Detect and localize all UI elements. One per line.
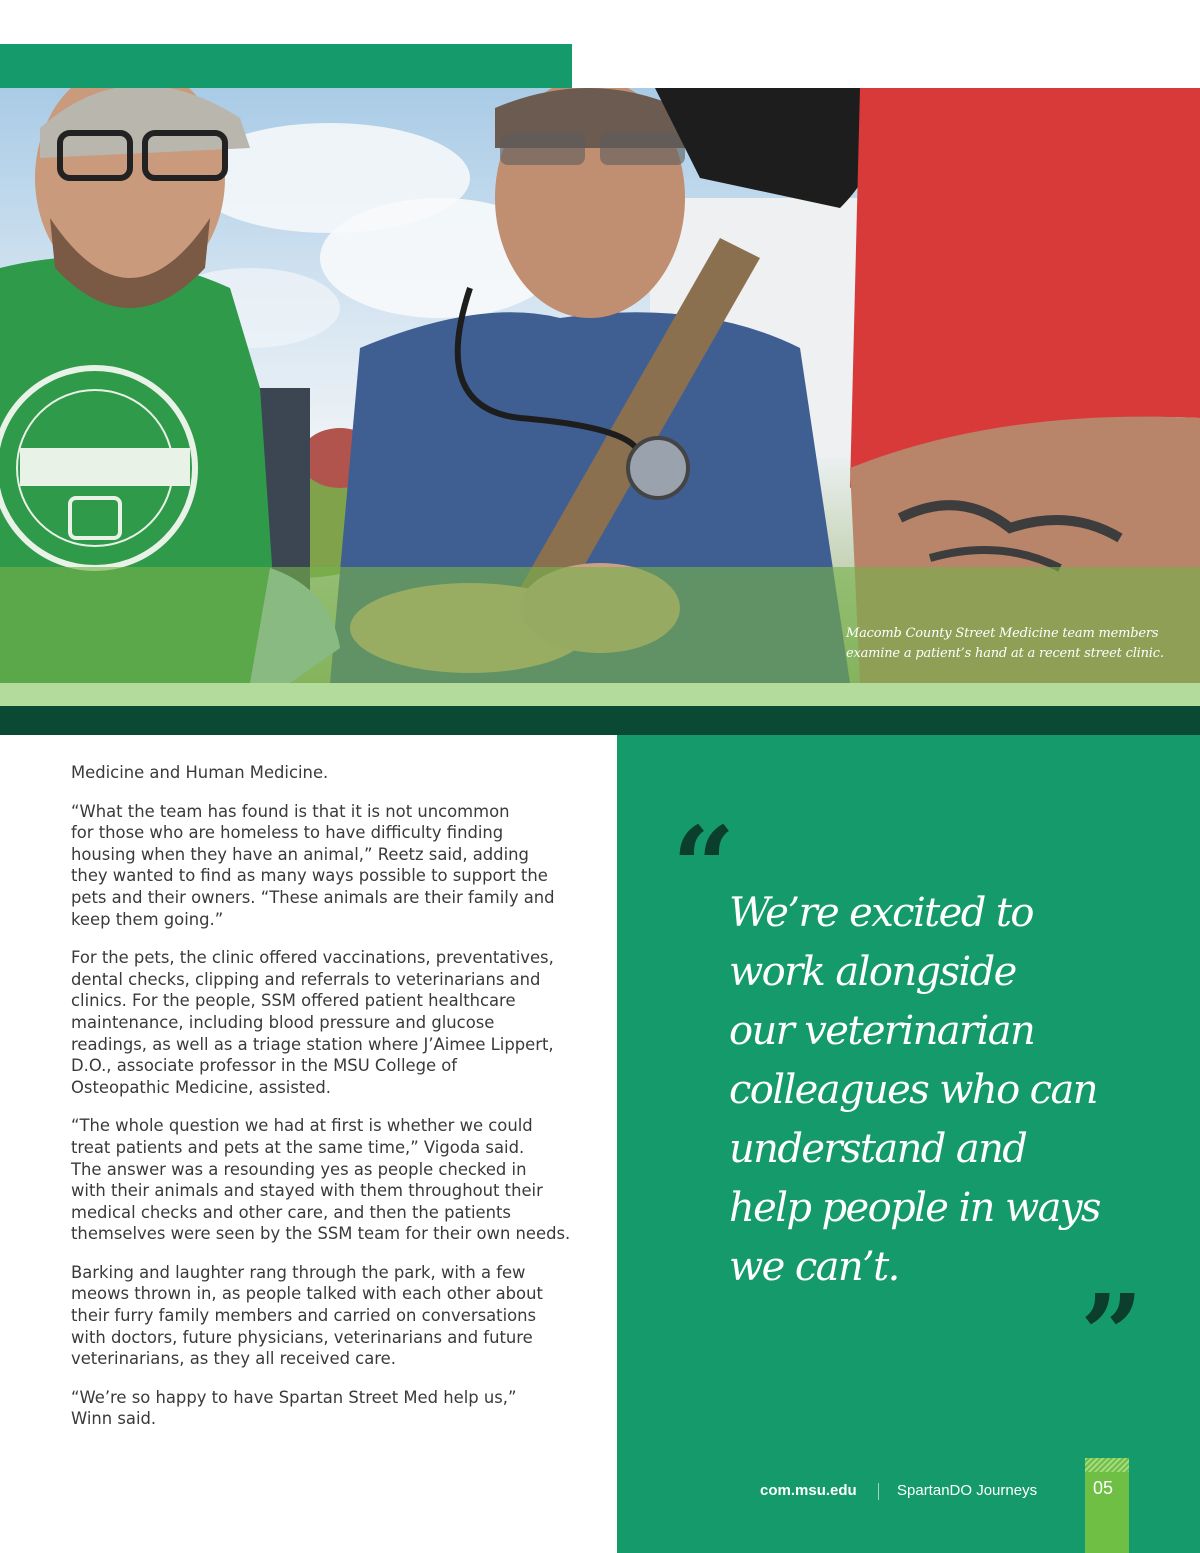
text-line: Osteopathic Medicine, assisted. — [71, 1077, 332, 1097]
text-line: for those who are homeless to have difficulty finding — [71, 823, 504, 843]
light-green-divider — [0, 683, 1200, 706]
photo-caption — [846, 624, 1176, 664]
footer-publication: SpartanDO Journeys — [897, 1482, 1038, 1499]
article-paragraph — [71, 801, 591, 931]
text-line: “We’re so happy to have Spartan Street Med help us,” — [71, 1387, 517, 1407]
footer-separator — [878, 1483, 879, 1500]
text-line: maintenance, including blood pressure and glucose — [71, 1012, 495, 1032]
article-photo — [0, 88, 1200, 683]
pull-quote-text — [729, 884, 1169, 1297]
text-line: their furry family members and carried on conversations — [71, 1306, 537, 1326]
caption-line: examine a patient’s hand at a recent street clinic. — [846, 646, 1164, 661]
quote-line: our veterinarian — [729, 1008, 1035, 1054]
page-number-tab — [1085, 1458, 1129, 1553]
text-line: For the pets, the clinic offered vaccinations, preventatives, — [71, 948, 554, 968]
text-line: “What the team has found is that it is not uncommon — [71, 801, 510, 821]
text-line: housing when they have an animal,” Reetz said, adding — [71, 844, 529, 864]
text-line: keep them going.” — [71, 909, 224, 929]
caption-line: Macomb County Street Medicine team members — [846, 626, 1159, 641]
text-line: veterinarians, as they all received care. — [71, 1349, 396, 1369]
article-paragraph — [71, 1115, 591, 1245]
quote-line: help people in ways — [729, 1185, 1100, 1231]
text-line: with their animals and stayed with them throughout their — [71, 1181, 543, 1201]
close-quote-mark: ” — [1080, 1270, 1144, 1399]
footer-url[interactable]: com.msu.edu — [760, 1482, 857, 1499]
text-line: medical checks and other care, and then the patients — [71, 1202, 511, 1222]
article-paragraph — [71, 947, 591, 1098]
text-line: they wanted to find as many ways possible to support the — [71, 866, 548, 886]
article-body — [71, 762, 591, 1447]
dark-green-divider — [0, 706, 1200, 735]
quote-line: we can’t. — [729, 1244, 899, 1290]
text-line: pets and their owners. “These animals are their family and — [71, 887, 555, 907]
quote-line: We’re excited to — [729, 890, 1033, 936]
article-paragraph — [71, 1262, 591, 1370]
text-line: with doctors, future physicians, veterinarians and future — [71, 1327, 533, 1347]
text-line: themselves were seen by the SSM team for their own needs. — [71, 1224, 571, 1244]
article-paragraph — [71, 762, 591, 784]
text-line: treat patients and pets at the same time,” Vigoda said. — [71, 1137, 525, 1157]
text-line: Barking and laughter rang through the park, with a few — [71, 1262, 526, 1282]
article-paragraph — [71, 1387, 591, 1430]
top-accent-bar — [0, 44, 572, 88]
text-line: readings, as well as a triage station where J’Aimee Lippert, — [71, 1034, 554, 1054]
text-line: D.O., associate professor in the MSU College of — [71, 1056, 458, 1076]
quote-line: work alongside — [729, 949, 1016, 995]
open-quote-mark: “ — [672, 802, 736, 931]
text-line: The answer was a resounding yes as people checked in — [71, 1159, 527, 1179]
text-line: meows thrown in, as people talked with each other about — [71, 1284, 543, 1304]
text-line: “The whole question we had at first is whether we could — [71, 1116, 533, 1136]
text-line: Medicine and Human Medicine. — [71, 763, 329, 782]
page-tab-hatch — [1085, 1458, 1129, 1472]
text-line: dental checks, clipping and referrals to veterinarians and — [71, 969, 541, 989]
quote-line: colleagues who can — [729, 1067, 1097, 1113]
text-line: Winn said. — [71, 1409, 157, 1429]
text-line: clinics. For the people, SSM offered patient healthcare — [71, 991, 516, 1011]
page-number: 05 — [1093, 1478, 1114, 1498]
quote-line: understand and — [729, 1126, 1027, 1172]
